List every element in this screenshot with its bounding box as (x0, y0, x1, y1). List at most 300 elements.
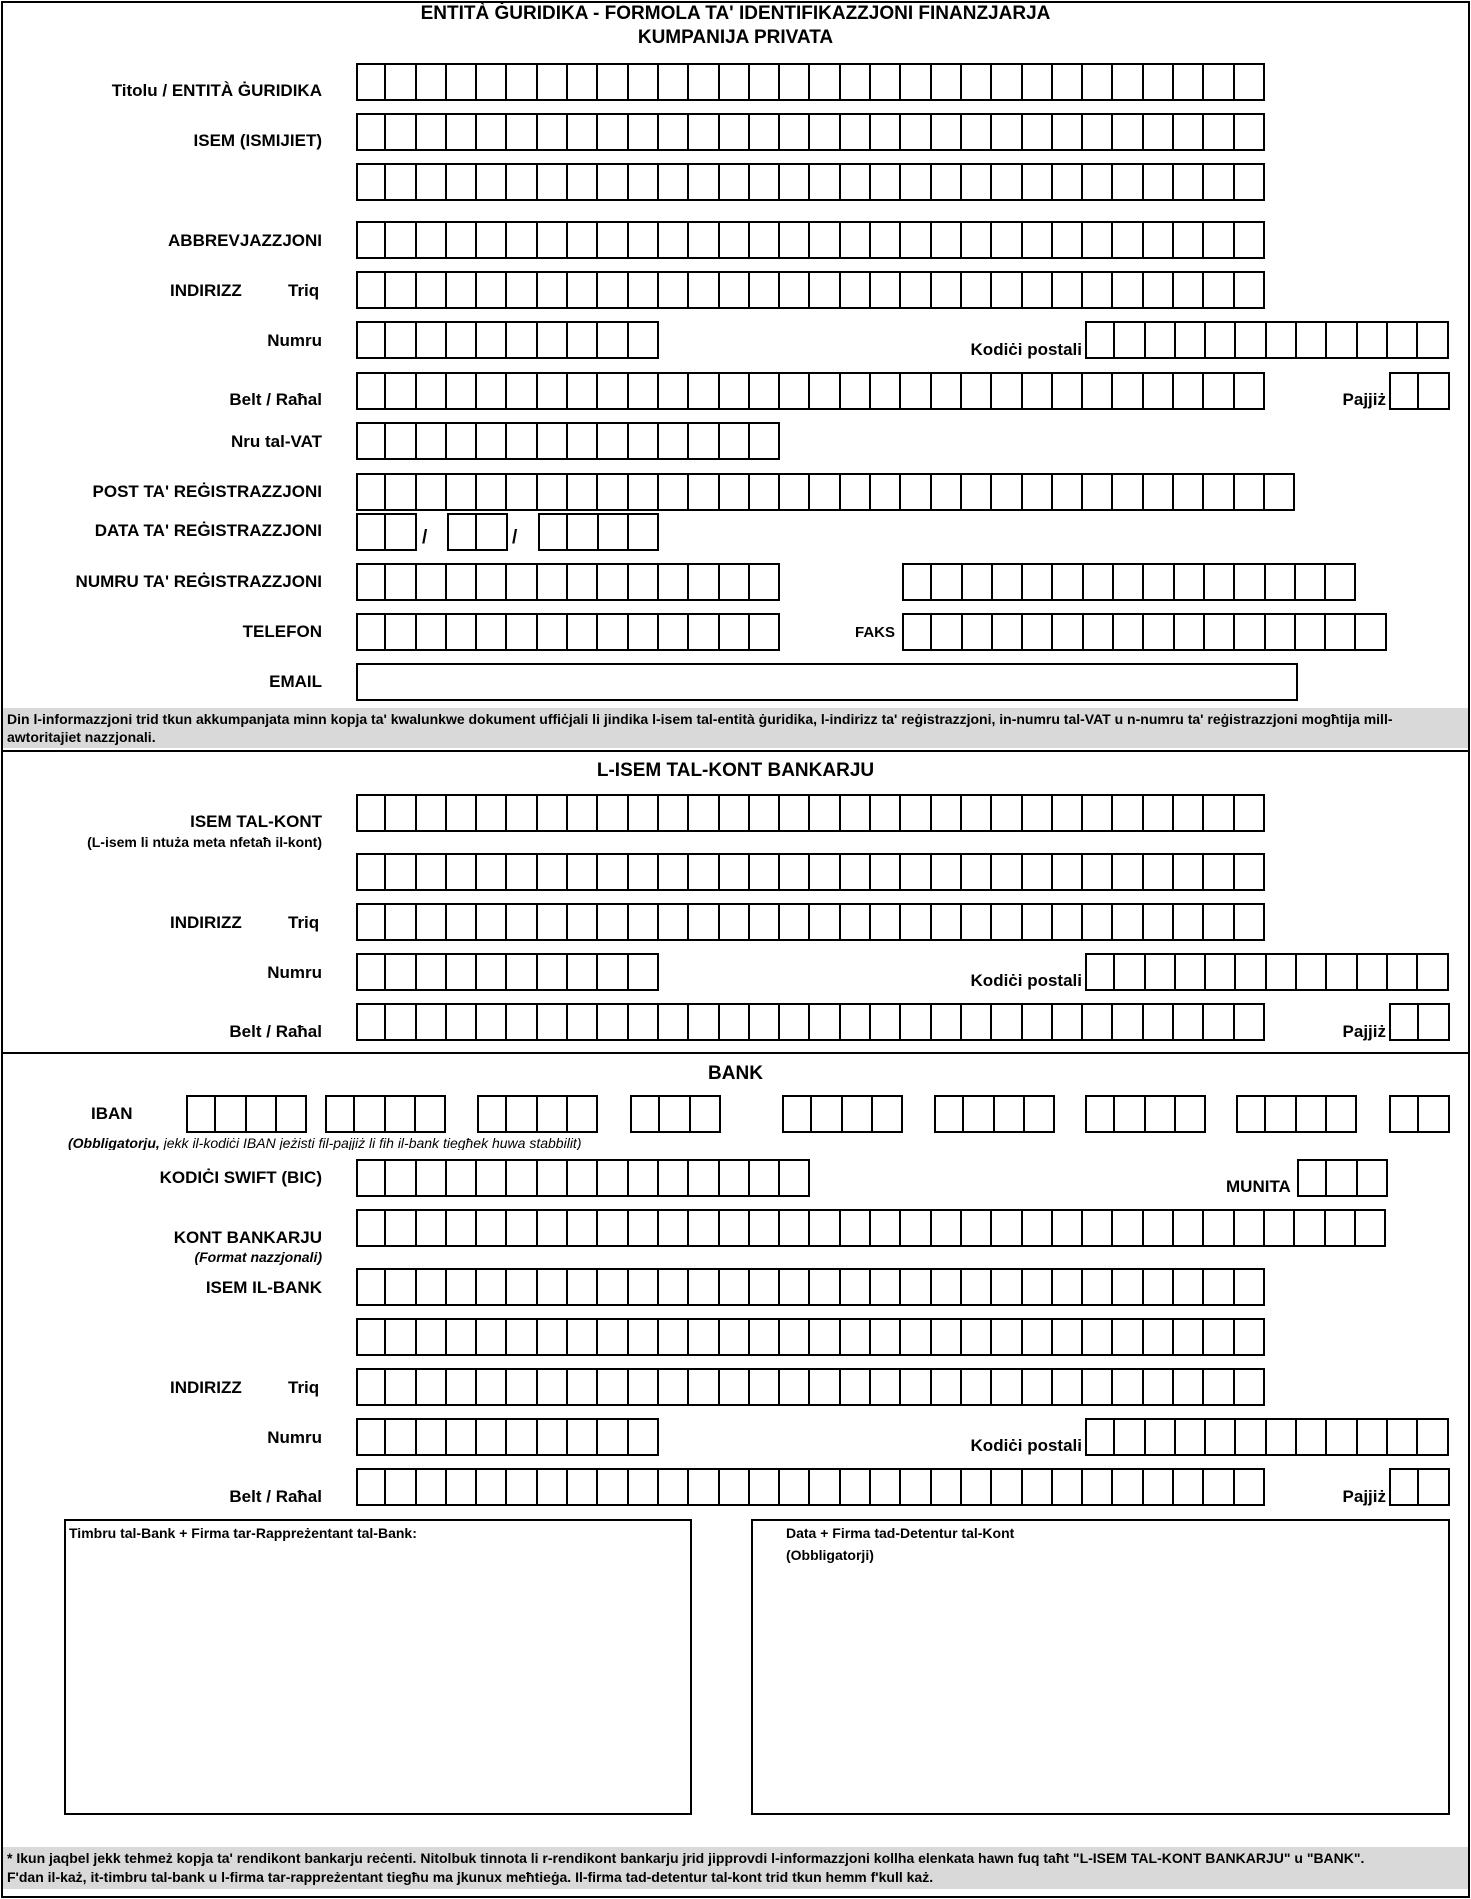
char-box[interactable] (568, 163, 598, 201)
char-box[interactable] (568, 422, 598, 460)
char-box[interactable] (1295, 1209, 1325, 1247)
char-box[interactable] (992, 1368, 1022, 1406)
char-box[interactable] (720, 271, 750, 309)
char-box[interactable] (447, 1209, 477, 1247)
char-box[interactable] (720, 1318, 750, 1356)
char-box[interactable] (750, 271, 780, 309)
char-box[interactable] (386, 63, 416, 101)
char-box[interactable] (1235, 1003, 1265, 1041)
char-box[interactable] (447, 1003, 477, 1041)
char-box[interactable] (1174, 473, 1204, 511)
char-box[interactable] (992, 271, 1022, 309)
char-box[interactable] (598, 163, 628, 201)
char-box[interactable] (1083, 1368, 1113, 1406)
char-box[interactable] (1144, 372, 1174, 410)
char-box[interactable] (538, 1209, 568, 1247)
char-box[interactable] (507, 1209, 537, 1247)
char-box[interactable] (871, 1003, 901, 1041)
char-box[interactable] (386, 513, 416, 551)
char-box[interactable] (659, 563, 689, 601)
char-box[interactable] (992, 794, 1022, 832)
char-box[interactable] (386, 473, 416, 511)
char-box[interactable] (810, 113, 840, 151)
char-box[interactable] (1235, 1209, 1265, 1247)
email-input[interactable] (356, 663, 1298, 701)
char-box[interactable] (417, 1159, 447, 1197)
char-box[interactable] (659, 63, 689, 101)
char-box[interactable] (1418, 953, 1448, 991)
char-box[interactable] (780, 794, 810, 832)
char-box[interactable] (932, 221, 962, 259)
char-box[interactable] (871, 1209, 901, 1247)
char-box[interactable] (1206, 321, 1236, 359)
char-box[interactable] (659, 853, 689, 891)
char-box[interactable] (841, 271, 871, 309)
char-box[interactable] (750, 163, 780, 201)
char-box[interactable] (386, 613, 416, 651)
char-box[interactable] (750, 1003, 780, 1041)
bank-kodici-postali-input[interactable] (1085, 1418, 1449, 1456)
char-box[interactable] (386, 794, 416, 832)
char-box[interactable] (932, 473, 962, 511)
char-box[interactable] (417, 113, 447, 151)
char-box[interactable] (629, 1003, 659, 1041)
char-box[interactable] (659, 422, 689, 460)
char-box[interactable] (932, 1468, 962, 1506)
iban-group-9[interactable] (1389, 1095, 1450, 1133)
char-box[interactable] (1113, 113, 1143, 151)
char-box[interactable] (1204, 1268, 1234, 1306)
post-reg-input[interactable] (356, 473, 1295, 511)
char-box[interactable] (568, 473, 598, 511)
char-box[interactable] (1358, 1418, 1388, 1456)
char-box[interactable] (841, 794, 871, 832)
char-box[interactable] (568, 321, 598, 359)
char-box[interactable] (538, 63, 568, 101)
char-box[interactable] (1235, 1268, 1265, 1306)
char-box[interactable] (841, 372, 871, 410)
char-box[interactable] (447, 473, 477, 511)
char-box[interactable] (417, 563, 447, 601)
char-box[interactable] (447, 1468, 477, 1506)
account-kodici-postali-input[interactable] (1085, 953, 1449, 991)
char-box[interactable] (1053, 163, 1083, 201)
char-box[interactable] (386, 1159, 416, 1197)
char-box[interactable] (1235, 903, 1265, 941)
char-box[interactable] (964, 1095, 994, 1133)
char-box[interactable] (1388, 953, 1418, 991)
char-box[interactable] (659, 903, 689, 941)
char-box[interactable] (1174, 1468, 1204, 1506)
char-box[interactable] (1115, 1418, 1145, 1456)
char-box[interactable] (477, 113, 507, 151)
char-box[interactable] (992, 63, 1022, 101)
char-box[interactable] (477, 422, 507, 460)
char-box[interactable] (477, 1209, 507, 1247)
char-box[interactable] (386, 853, 416, 891)
char-box[interactable] (962, 903, 992, 941)
char-box[interactable] (871, 372, 901, 410)
char-box[interactable] (1326, 1209, 1356, 1247)
char-box[interactable] (629, 794, 659, 832)
char-box[interactable] (810, 1268, 840, 1306)
char-box[interactable] (689, 1468, 719, 1506)
char-box[interactable] (1174, 163, 1204, 201)
numru-reg-input-1[interactable] (356, 563, 780, 601)
char-box[interactable] (962, 271, 992, 309)
char-box[interactable] (720, 372, 750, 410)
char-box[interactable] (477, 1318, 507, 1356)
char-box[interactable] (1113, 1209, 1143, 1247)
char-box[interactable] (1389, 1468, 1419, 1506)
char-box[interactable] (901, 163, 931, 201)
char-box[interactable] (1174, 372, 1204, 410)
char-box[interactable] (871, 1318, 901, 1356)
char-box[interactable] (538, 221, 568, 259)
char-box[interactable] (841, 163, 871, 201)
char-box[interactable] (720, 1159, 750, 1197)
char-box[interactable] (356, 794, 386, 832)
char-box[interactable] (780, 473, 810, 511)
char-box[interactable] (538, 1318, 568, 1356)
char-box[interactable] (417, 953, 447, 991)
char-box[interactable] (932, 903, 962, 941)
triq-input[interactable] (356, 271, 1265, 309)
char-box[interactable] (477, 513, 507, 551)
char-box[interactable] (901, 1003, 931, 1041)
char-box[interactable] (538, 853, 568, 891)
char-box[interactable] (1176, 1418, 1206, 1456)
char-box[interactable] (355, 1095, 385, 1133)
char-box[interactable] (1266, 613, 1296, 651)
char-box[interactable] (538, 563, 568, 601)
char-box[interactable] (507, 271, 537, 309)
char-box[interactable] (1205, 563, 1235, 601)
char-box[interactable] (1085, 1095, 1115, 1133)
char-box[interactable] (992, 1268, 1022, 1306)
char-box[interactable] (1023, 1318, 1053, 1356)
char-box[interactable] (447, 221, 477, 259)
char-box[interactable] (1023, 63, 1053, 101)
char-box[interactable] (1235, 1318, 1265, 1356)
char-box[interactable] (538, 422, 568, 460)
char-box[interactable] (1083, 372, 1113, 410)
char-box[interactable] (507, 1003, 537, 1041)
char-box[interactable] (1297, 1159, 1327, 1197)
char-box[interactable] (417, 1368, 447, 1406)
char-box[interactable] (447, 1159, 477, 1197)
char-box[interactable] (902, 563, 932, 601)
char-box[interactable] (810, 473, 840, 511)
char-box[interactable] (1083, 794, 1113, 832)
char-box[interactable] (1356, 1209, 1386, 1247)
char-box[interactable] (386, 563, 416, 601)
char-box[interactable] (417, 321, 447, 359)
numru-reg-input-2[interactable] (902, 563, 1356, 601)
char-box[interactable] (477, 563, 507, 601)
char-box[interactable] (1204, 794, 1234, 832)
char-box[interactable] (356, 1209, 386, 1247)
char-box[interactable] (477, 853, 507, 891)
char-box[interactable] (386, 1368, 416, 1406)
char-box[interactable] (477, 953, 507, 991)
char-box[interactable] (993, 613, 1023, 651)
char-box[interactable] (386, 321, 416, 359)
char-box[interactable] (1144, 853, 1174, 891)
abbrev-input[interactable] (356, 221, 1265, 259)
char-box[interactable] (659, 1209, 689, 1247)
char-box[interactable] (386, 372, 416, 410)
char-box[interactable] (992, 221, 1022, 259)
char-box[interactable] (1084, 613, 1114, 651)
char-box[interactable] (629, 513, 659, 551)
char-box[interactable] (538, 1159, 568, 1197)
char-box[interactable] (720, 794, 750, 832)
char-box[interactable] (810, 1003, 840, 1041)
char-box[interactable] (871, 113, 901, 151)
char-box[interactable] (477, 794, 507, 832)
bank-numru-input[interactable] (356, 1418, 659, 1456)
char-box[interactable] (720, 903, 750, 941)
char-box[interactable] (932, 613, 962, 651)
char-box[interactable] (962, 794, 992, 832)
char-box[interactable] (598, 422, 628, 460)
char-box[interactable] (629, 422, 659, 460)
char-box[interactable] (417, 473, 447, 511)
char-box[interactable] (507, 372, 537, 410)
char-box[interactable] (630, 1095, 660, 1133)
account-triq-input[interactable] (356, 903, 1265, 941)
char-box[interactable] (417, 1209, 447, 1247)
char-box[interactable] (1206, 953, 1236, 991)
char-box[interactable] (841, 1368, 871, 1406)
char-box[interactable] (720, 1003, 750, 1041)
iban-group-5[interactable] (782, 1095, 903, 1133)
char-box[interactable] (507, 1095, 537, 1133)
char-box[interactable] (1115, 1095, 1145, 1133)
char-box[interactable] (568, 1095, 598, 1133)
char-box[interactable] (386, 221, 416, 259)
char-box[interactable] (659, 1468, 689, 1506)
data-reg-year[interactable] (538, 513, 659, 551)
char-box[interactable] (1327, 1159, 1357, 1197)
char-box[interactable] (598, 1368, 628, 1406)
char-box[interactable] (629, 1209, 659, 1247)
char-box[interactable] (962, 473, 992, 511)
char-box[interactable] (386, 113, 416, 151)
char-box[interactable] (447, 321, 477, 359)
char-box[interactable] (901, 1468, 931, 1506)
char-box[interactable] (417, 163, 447, 201)
char-box[interactable] (810, 1468, 840, 1506)
char-box[interactable] (1326, 563, 1356, 601)
char-box[interactable] (186, 1095, 216, 1133)
char-box[interactable] (1419, 1003, 1449, 1041)
data-reg-month[interactable] (447, 513, 508, 551)
char-box[interactable] (659, 113, 689, 151)
char-box[interactable] (720, 613, 750, 651)
char-box[interactable] (1053, 613, 1083, 651)
char-box[interactable] (871, 473, 901, 511)
char-box[interactable] (477, 1095, 507, 1133)
char-box[interactable] (720, 1268, 750, 1306)
char-box[interactable] (1053, 1368, 1083, 1406)
char-box[interactable] (447, 903, 477, 941)
char-box[interactable] (932, 1268, 962, 1306)
char-box[interactable] (901, 794, 931, 832)
char-box[interactable] (1144, 563, 1174, 601)
char-box[interactable] (1083, 271, 1113, 309)
char-box[interactable] (720, 563, 750, 601)
char-box[interactable] (659, 613, 689, 651)
char-box[interactable] (507, 1468, 537, 1506)
char-box[interactable] (659, 794, 689, 832)
char-box[interactable] (992, 372, 1022, 410)
char-box[interactable] (447, 853, 477, 891)
char-box[interactable] (1174, 1368, 1204, 1406)
char-box[interactable] (598, 63, 628, 101)
char-box[interactable] (871, 1268, 901, 1306)
char-box[interactable] (932, 163, 962, 201)
char-box[interactable] (598, 372, 628, 410)
char-box[interactable] (1176, 1095, 1206, 1133)
char-box[interactable] (1419, 372, 1449, 410)
char-box[interactable] (1113, 1268, 1143, 1306)
char-box[interactable] (1235, 163, 1265, 201)
char-box[interactable] (538, 1418, 568, 1456)
char-box[interactable] (659, 1368, 689, 1406)
char-box[interactable] (659, 163, 689, 201)
char-box[interactable] (1174, 903, 1204, 941)
char-box[interactable] (1358, 321, 1388, 359)
char-box[interactable] (1236, 1095, 1266, 1133)
iban-group-1[interactable] (186, 1095, 307, 1133)
char-box[interactable] (1115, 321, 1145, 359)
char-box[interactable] (901, 113, 931, 151)
char-box[interactable] (629, 1418, 659, 1456)
char-box[interactable] (477, 1003, 507, 1041)
char-box[interactable] (447, 163, 477, 201)
char-box[interactable] (810, 1318, 840, 1356)
char-box[interactable] (1023, 563, 1053, 601)
char-box[interactable] (1023, 473, 1053, 511)
char-box[interactable] (1267, 1418, 1297, 1456)
char-box[interactable] (689, 1003, 719, 1041)
char-box[interactable] (629, 1368, 659, 1406)
char-box[interactable] (810, 794, 840, 832)
char-box[interactable] (1053, 903, 1083, 941)
bank-triq-input[interactable] (356, 1368, 1265, 1406)
char-box[interactable] (1144, 163, 1174, 201)
char-box[interactable] (598, 221, 628, 259)
char-box[interactable] (962, 372, 992, 410)
char-box[interactable] (1053, 63, 1083, 101)
char-box[interactable] (691, 1095, 721, 1133)
char-box[interactable] (659, 1003, 689, 1041)
char-box[interactable] (1267, 953, 1297, 991)
char-box[interactable] (992, 1003, 1022, 1041)
char-box[interactable] (720, 1209, 750, 1247)
iban-group-6[interactable] (934, 1095, 1055, 1133)
char-box[interactable] (477, 1418, 507, 1456)
char-box[interactable] (417, 1003, 447, 1041)
char-box[interactable] (1085, 321, 1115, 359)
account-numru-input[interactable] (356, 953, 659, 991)
char-box[interactable] (689, 1268, 719, 1306)
bank-isem-input-2[interactable] (356, 1318, 1265, 1356)
char-box[interactable] (629, 1318, 659, 1356)
kont-input[interactable] (356, 1209, 1386, 1247)
char-box[interactable] (386, 1209, 416, 1247)
char-box[interactable] (386, 903, 416, 941)
char-box[interactable] (568, 1003, 598, 1041)
char-box[interactable] (810, 63, 840, 101)
char-box[interactable] (901, 221, 931, 259)
char-box[interactable] (507, 473, 537, 511)
char-box[interactable] (629, 1468, 659, 1506)
char-box[interactable] (1236, 953, 1266, 991)
char-box[interactable] (417, 903, 447, 941)
char-box[interactable] (780, 271, 810, 309)
char-box[interactable] (871, 221, 901, 259)
char-box[interactable] (841, 63, 871, 101)
char-box[interactable] (1053, 1318, 1083, 1356)
char-box[interactable] (1053, 113, 1083, 151)
char-box[interactable] (507, 903, 537, 941)
char-box[interactable] (598, 794, 628, 832)
char-box[interactable] (963, 563, 993, 601)
char-box[interactable] (871, 163, 901, 201)
char-box[interactable] (386, 1318, 416, 1356)
char-box[interactable] (1419, 1468, 1449, 1506)
char-box[interactable] (1235, 613, 1265, 651)
char-box[interactable] (507, 1159, 537, 1197)
char-box[interactable] (659, 1159, 689, 1197)
char-box[interactable] (538, 1095, 568, 1133)
char-box[interactable] (477, 1468, 507, 1506)
char-box[interactable] (1204, 853, 1234, 891)
char-box[interactable] (417, 63, 447, 101)
char-box[interactable] (1023, 613, 1053, 651)
char-box[interactable] (477, 63, 507, 101)
char-box[interactable] (1083, 221, 1113, 259)
char-box[interactable] (538, 613, 568, 651)
char-box[interactable] (598, 1209, 628, 1247)
char-box[interactable] (1235, 372, 1265, 410)
char-box[interactable] (568, 513, 598, 551)
char-box[interactable] (1083, 1268, 1113, 1306)
char-box[interactable] (689, 271, 719, 309)
char-box[interactable] (1023, 372, 1053, 410)
char-box[interactable] (689, 1209, 719, 1247)
char-box[interactable] (841, 853, 871, 891)
char-box[interactable] (356, 613, 386, 651)
char-box[interactable] (1174, 63, 1204, 101)
char-box[interactable] (1174, 113, 1204, 151)
char-box[interactable] (689, 113, 719, 151)
char-box[interactable] (356, 1003, 386, 1041)
char-box[interactable] (1266, 1095, 1296, 1133)
char-box[interactable] (720, 853, 750, 891)
char-box[interactable] (507, 163, 537, 201)
char-box[interactable] (538, 321, 568, 359)
char-box[interactable] (780, 163, 810, 201)
char-box[interactable] (568, 794, 598, 832)
char-box[interactable] (447, 1418, 477, 1456)
char-box[interactable] (538, 794, 568, 832)
char-box[interactable] (720, 63, 750, 101)
account-isem-input-2[interactable] (356, 853, 1265, 891)
